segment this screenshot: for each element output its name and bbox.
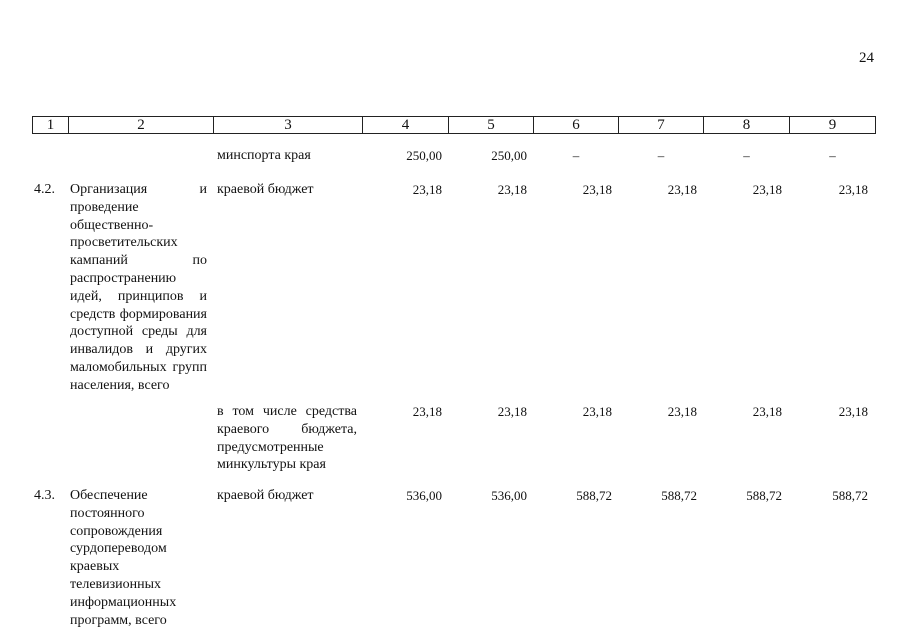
header-col-5: 5 [448, 116, 534, 134]
row-description: Обеспечение постоянного сопровождения сурдопереводом краевых телевизионных информационных программ, всего [70, 488, 177, 628]
row-value-col4: 250,00 [406, 148, 442, 163]
row-value-col6: 23,18 [582, 182, 612, 197]
header-col-2: 2 [68, 116, 214, 134]
row-index: 4.3. [34, 488, 55, 503]
row-value-col6: 23,18 [582, 404, 612, 419]
row-value-col4: 23,18 [412, 404, 442, 419]
row-value-col6: – [572, 148, 580, 163]
row-value-col9: – [829, 148, 836, 163]
header-col-9: 9 [789, 116, 876, 134]
row-value-col4: 536,00 [406, 488, 442, 503]
header-col-8: 8 [703, 116, 790, 134]
row-index: 4.2. [34, 182, 55, 197]
row-value-col8: 23,18 [752, 404, 782, 419]
header-col-4: 4 [362, 116, 449, 134]
row-value-col8: – [743, 148, 750, 163]
header-col-1: 1 [32, 116, 69, 134]
header-col-7: 7 [618, 116, 704, 134]
row-value-col5: 250,00 [491, 148, 527, 163]
row-value-col7: 23,18 [667, 182, 697, 197]
row-source: краевой бюджет [217, 488, 314, 503]
header-col-6: 6 [533, 116, 619, 134]
header-col-3: 3 [213, 116, 363, 134]
row-value-col8: 588,72 [746, 488, 782, 503]
row-value-col9: 588,72 [832, 488, 868, 503]
row-value-col8: 23,18 [752, 182, 782, 197]
row-source: минспорта края [217, 148, 311, 163]
row-value-col9: 23,18 [838, 182, 868, 197]
page-number: 24 [859, 50, 874, 66]
row-value-col9: 23,18 [838, 404, 868, 419]
row-source: краевой бюджет [217, 182, 314, 197]
row-value-col6: 588,72 [576, 488, 612, 503]
row-value-col5: 23,18 [497, 182, 527, 197]
row-description: Организация и проведение общественно-просветительских кампаний по распространению идей, принципов и средств формирования доступной среды для инвалидов и других маломобильных групп населения, всего [70, 182, 207, 393]
row-value-col5: 23,18 [497, 404, 527, 419]
row-value-col7: – [657, 148, 665, 163]
row-value-col7: 23,18 [667, 404, 697, 419]
row-value-col4: 23,18 [412, 182, 442, 197]
row-value-col5: 536,00 [491, 488, 527, 503]
row-source: в том числе средства краевого бюджета, предусмотренные минкультуры края [217, 404, 357, 473]
row-value-col7: 588,72 [661, 488, 697, 503]
